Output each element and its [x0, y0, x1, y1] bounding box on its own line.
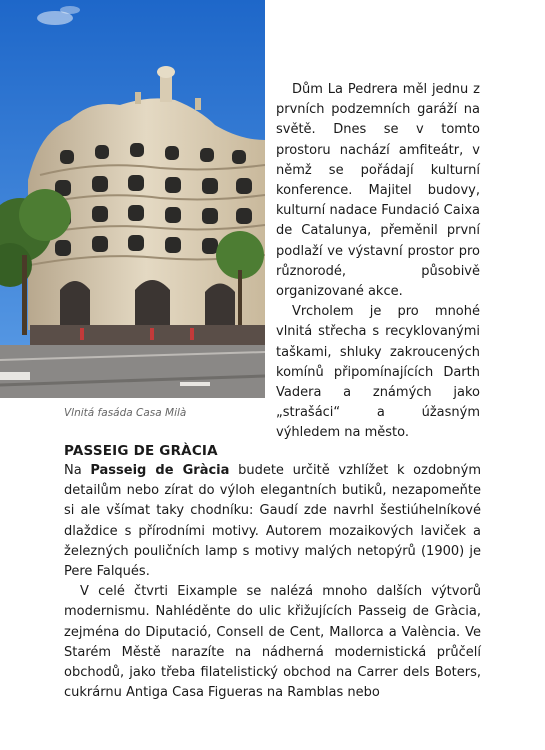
casa-mila-photo	[0, 0, 265, 398]
text-span: Na	[64, 463, 91, 478]
right-column-text	[276, 80, 480, 444]
paragraph	[64, 461, 481, 582]
photo-caption: Vlnitá fasáda Casa Milà	[64, 407, 187, 419]
paragraph: V celé čtvrti Eixample se nalézá mnoho dalších výtvorů modernismu. Nahléděnte do ulic křižujících Passeig de Gràcia, zejména do Diputació, Consell de Cent, Mallorca a València. Ve Starém Městě narazíte na nádherná modernistická průčelí obchodů, jako třeba filatelistický obchod na Carrer dels Boters, cukrárnu Antiga Casa Figueras na Ramblas nebo	[64, 584, 481, 701]
main-column-text	[64, 461, 481, 703]
text-span: budete určitě vzhlížet k ozdobným detailům nebo zírat do výloh elegantních butiků, nezapomeňte si ale všímat taky chodníku: Gaudí zde navrhl šestiúhelníkové dlaždice s přírodními motivy. Autorem mozaikových laviček a železných pouličních lamp s motivy malých netopýrů (1900) je Pere Falqués.	[64, 463, 481, 580]
section-heading: PASSEIG DE GRÀCIA	[64, 443, 218, 459]
paragraph: Dům La Pedrera měl jednu z prvních podzemních garáží na světě. Dnes se v tomto prostoru nachází amfiteátr, v němž se pořádají kulturní konference. Majitel budovy, kulturní nadace Fundació Caixa de Catalunya, přeměnil první podlaží ve výstavní prostor pro různorodé, působivě organizované akce.	[276, 82, 480, 300]
bold-place-name: Passeig de Gràcia	[90, 463, 230, 478]
paragraph: Vrcholem je pro mnohé vlnitá střecha s recyklovanými taškami, shluky zakroucených komínů připomínajících Darth Vadera a známých jako „strašáci“ a úžasným výhledem na město.	[276, 304, 480, 441]
